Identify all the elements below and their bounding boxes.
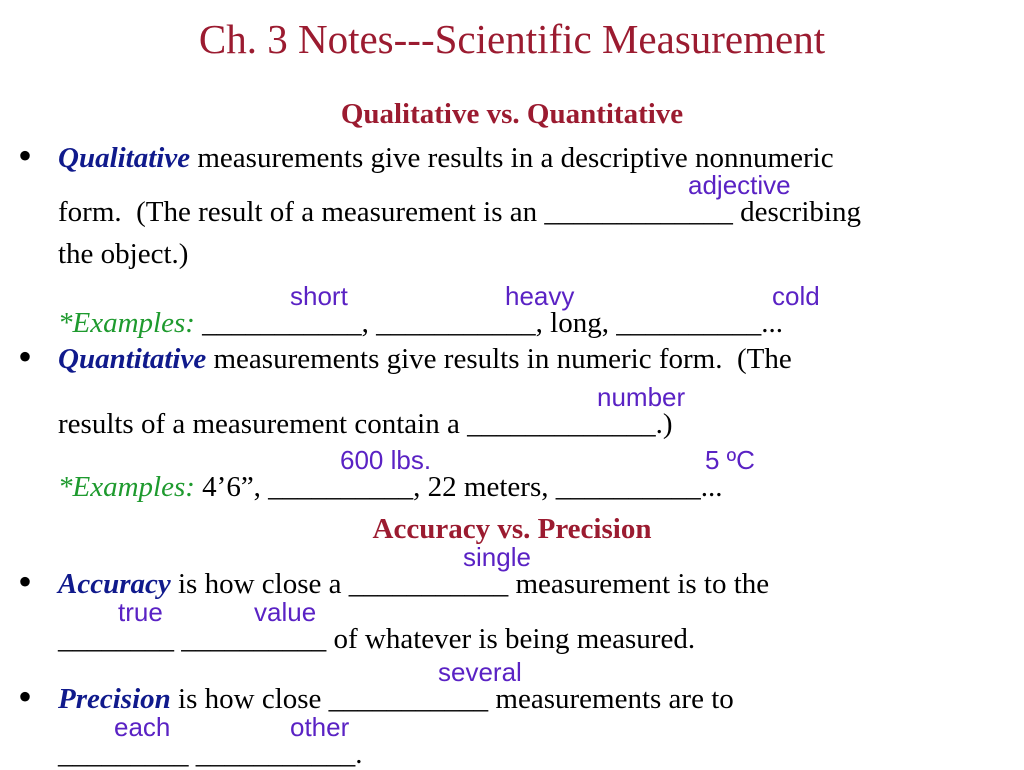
- answer-true: true: [118, 597, 163, 627]
- qualitative-line-2: form. (The result of a measurement is an _____________ describing: [58, 196, 861, 228]
- qualitative-line-3: the object.): [58, 238, 189, 270]
- keyword-quantitative: Quantitative: [58, 343, 207, 375]
- answer-cold: cold: [772, 281, 820, 311]
- answer-each: each: [114, 712, 171, 742]
- qualitative-examples: [58, 309, 783, 337]
- answer-other: other: [290, 712, 350, 742]
- answer-600-lbs: 600 lbs.: [340, 445, 432, 475]
- examples-label: *Examples:: [58, 471, 195, 503]
- page-title: Ch. 3 Notes---Scientific Measurement: [198, 16, 826, 62]
- quantitative-line-1: [58, 345, 792, 373]
- answer-number: number: [597, 382, 686, 412]
- answer-heavy: heavy: [505, 281, 575, 311]
- qualitative-line-1: [58, 144, 834, 172]
- heading-qualitative-quantitative: Qualitative vs. Quantitative: [340, 98, 684, 130]
- text: measurements give results in numeric form. (The: [206, 343, 792, 375]
- text: ___________, ___________, long, __________...: [194, 307, 783, 339]
- keyword-qualitative: Qualitative: [58, 142, 191, 174]
- answer-several: several: [438, 657, 522, 687]
- answer-short: short: [290, 281, 348, 311]
- precision-line-1: [58, 685, 734, 713]
- answer-single: single: [463, 542, 531, 572]
- quantitative-line-2: results of a measurement contain a _____________.): [58, 408, 673, 440]
- answer-value: value: [254, 597, 317, 627]
- keyword-precision: Precision: [58, 683, 171, 715]
- quantitative-examples: [58, 473, 723, 501]
- heading-accuracy-precision: Accuracy vs. Precision: [372, 513, 652, 545]
- accuracy-line-2: ________ __________ of whatever is being measured.: [58, 623, 696, 655]
- answer-adjective: adjective: [688, 170, 791, 200]
- text: 4’6”, __________, 22 meters, __________...: [194, 471, 723, 503]
- accuracy-line-1: [58, 570, 769, 598]
- keyword-accuracy: Accuracy: [58, 568, 171, 600]
- text: is how close a ___________ measurement is to the: [170, 568, 770, 600]
- bullet: •: [18, 674, 33, 719]
- text: is how close ___________ measurements are to: [170, 683, 734, 715]
- examples-label: *Examples:: [58, 307, 195, 339]
- answer-5-c: 5 ºC: [705, 445, 755, 475]
- bullet: •: [18, 559, 33, 604]
- precision-line-2: _________ ___________.: [58, 738, 363, 770]
- bullet: •: [18, 334, 33, 379]
- bullet: •: [18, 133, 33, 178]
- text: measurements give results in a descriptive nonnumeric: [190, 142, 834, 174]
